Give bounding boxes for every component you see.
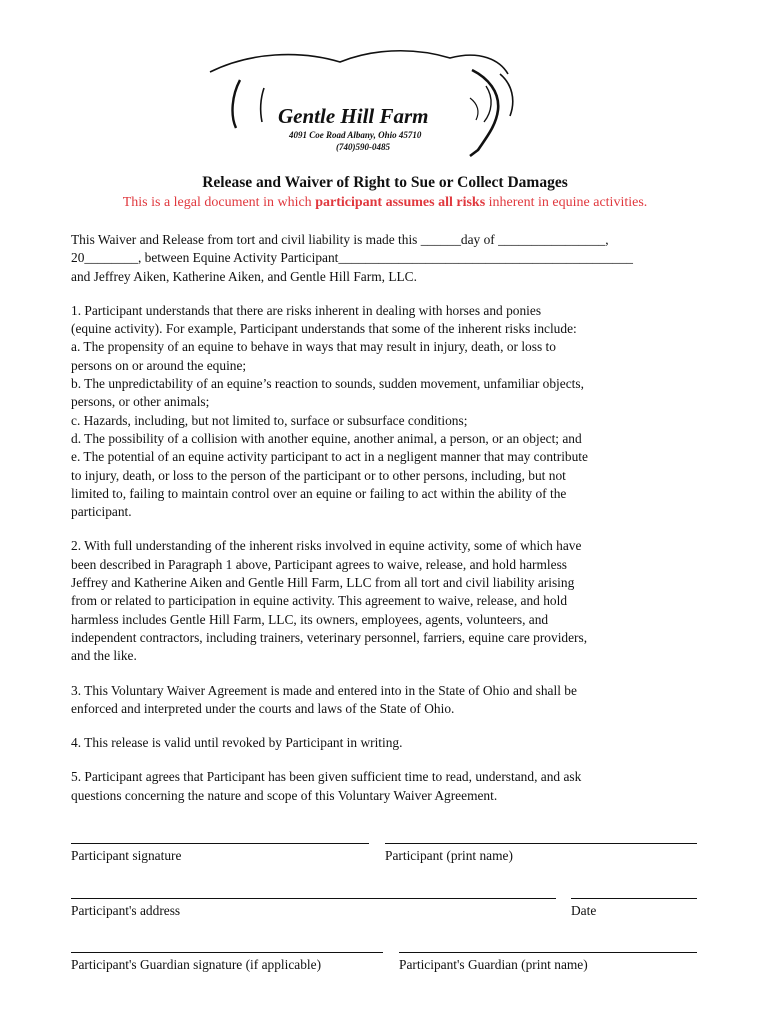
guardian-signature-label: Participant's Guardian signature (if applicable) — [71, 957, 322, 972]
intro-line: 20________, between Equine Activity Participant____________________________________________ — [71, 250, 633, 266]
para-line: participant. — [71, 504, 132, 520]
para-line: 5. Participant agrees that Participant has been given sufficient time to read, understand, and ask — [71, 769, 582, 785]
participant-signature-line[interactable] — [71, 843, 369, 844]
para-line: persons on or around the equine; — [71, 357, 247, 373]
guardian-signature-line[interactable] — [71, 952, 383, 953]
paragraph-3 — [71, 682, 711, 719]
farm-address: 4091 Coe Road Albany, Ohio 45710 — [289, 130, 422, 140]
subtitle-emphasis: participant assumes all risks — [315, 195, 486, 210]
para-line: b. The unpredictability of an equine’s reaction to sounds, sudden movement, unfamiliar objects, — [71, 376, 584, 392]
paragraph-1 — [71, 302, 711, 522]
para-line: e. The potential of an equine activity participant to act in a negligent manner that may contribute — [71, 449, 588, 465]
para-line: Jeffrey and Katherine Aiken and Gentle Hill Farm, LLC from all tort and civil liability arising — [71, 575, 575, 591]
paragraph-5 — [71, 768, 711, 805]
subtitle-text-start: This is a legal document in which — [122, 195, 316, 210]
participant-address-line[interactable] — [71, 898, 556, 899]
para-line: to injury, death, or loss to the person of the participant or to other persons, including, but not — [71, 467, 566, 483]
participant-signature-label: Participant signature — [71, 848, 182, 863]
para-line: limited to, failing to maintain control over an equine or failing to act within the ability of the — [71, 485, 567, 501]
para-line: 3. This Voluntary Waiver Agreement is made and entered into in the State of Ohio and shall be — [71, 682, 577, 698]
date-line[interactable] — [571, 898, 697, 899]
document-body — [71, 231, 711, 805]
guardian-print-name-label: Participant's Guardian (print name) — [399, 957, 588, 972]
para-line: been described in Paragraph 1 above, Participant agrees to waive, release, and hold harmless — [71, 556, 568, 572]
para-line: 2. With full understanding of the inherent risks involved in equine activity, some of which have — [71, 538, 582, 554]
para-line: persons, or other animals; — [71, 394, 210, 410]
para-line: enforced and interpreted under the courts and laws of the State of Ohio. — [71, 700, 455, 716]
intro-line: and Jeffrey Aiken, Katherine Aiken, and Gentle Hill Farm, LLC. — [71, 268, 417, 284]
farm-phone: (740)590-0485 — [336, 142, 390, 152]
para-line: 1. Participant understands that there are risks inherent in dealing with horses and ponies — [71, 302, 542, 318]
para-line: c. Hazards, including, but not limited to, surface or subsurface conditions; — [71, 412, 468, 428]
para-line: independent contractors, including trainers, veterinary personnel, farriers, equine care providers, — [71, 629, 588, 645]
para-line: 4. This release is valid until revoked by Participant in writing. — [71, 735, 403, 751]
intro-line: This Waiver and Release from tort and civil liability is made this ______day of ________________, — [71, 232, 609, 247]
participant-print-name-label: Participant (print name) — [385, 848, 513, 863]
para-line: harmless includes Gentle Hill Farm, LLC, its owners, employees, agents, volunteers, and — [71, 611, 549, 627]
para-line: from or related to participation in equine activity. This agreement to waive, release, and hold — [71, 593, 568, 609]
guardian-print-name-line[interactable] — [399, 952, 697, 953]
document-title: Release and Waiver of Right to Sue or Collect Damages — [202, 174, 568, 191]
para-line: questions concerning the nature and scope of this Voluntary Waiver Agreement. — [71, 787, 498, 803]
para-line: a. The propensity of an equine to behave in ways that may result in injury, death, or loss to — [71, 339, 556, 355]
participant-print-name-line[interactable] — [385, 843, 697, 844]
paragraph-4 — [71, 734, 711, 752]
para-line: and the like. — [71, 648, 137, 664]
document-subtitle — [0, 195, 770, 211]
para-line: d. The possibility of a collision with another equine, another animal, a person, or an object; and — [71, 430, 582, 446]
para-line: (equine activity). For example, Participant understands that some of the inherent risks include: — [71, 321, 577, 337]
paragraph-2 — [71, 537, 711, 665]
farm-name: Gentle Hill Farm — [278, 104, 429, 128]
subtitle-text-end: inherent in equine activities. — [485, 195, 648, 210]
intro-paragraph — [71, 231, 711, 286]
date-label: Date — [571, 903, 597, 918]
letterhead — [0, 0, 770, 170]
participant-address-label: Participant's address — [71, 903, 181, 918]
